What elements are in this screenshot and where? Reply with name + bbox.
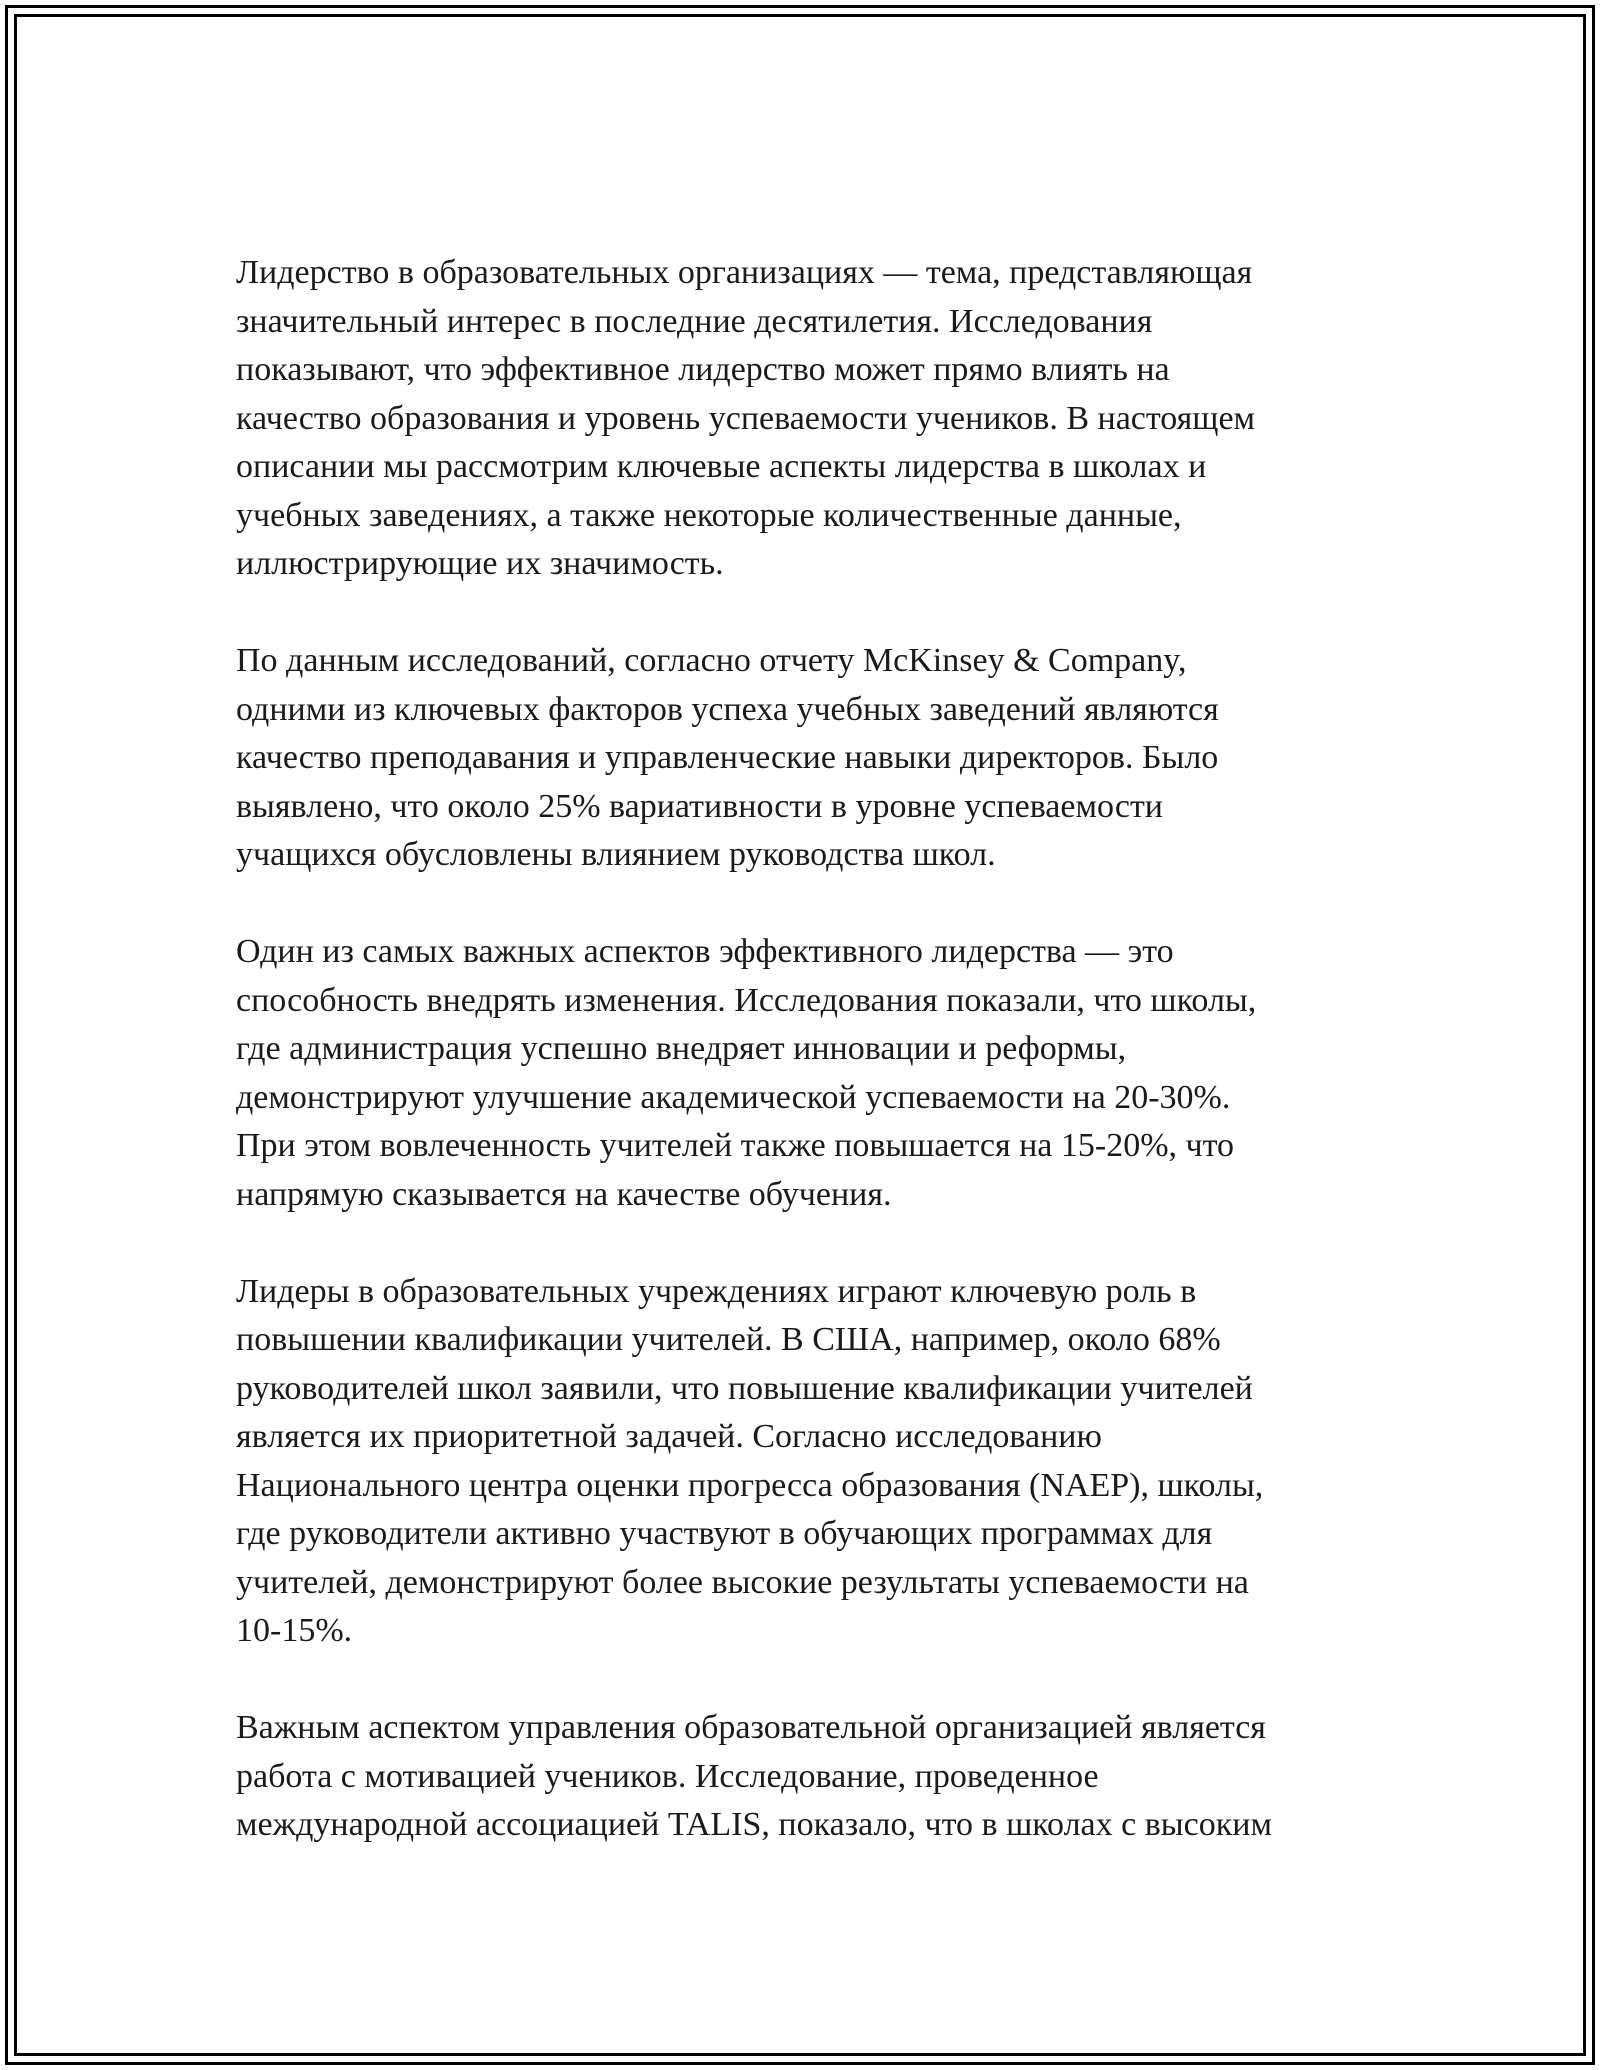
paragraph-student-motivation bbox=[236, 1704, 1376, 1850]
text-line: где администрация успешно внедряет инновации и реформы, bbox=[236, 1030, 1127, 1067]
text-line: Лидеры в образовательных учреждениях играют ключевую роль в bbox=[236, 1272, 1197, 1310]
text-line: иллюстрирующие их значимость. bbox=[236, 545, 724, 582]
text-line: учебных заведениях, а также некоторые количественные данные, bbox=[236, 496, 1182, 534]
text-line: способность внедрять изменения. Исследования показали, что школы, bbox=[236, 981, 1257, 1019]
text-line: показывают, что эффективное лидерство может прямо влиять на bbox=[236, 351, 1170, 388]
text-line: одними из ключевых факторов успеха учебных заведений являются bbox=[236, 690, 1219, 728]
text-line: качество преподавания и управленческие навыки директоров. Было bbox=[236, 739, 1219, 776]
text-line: где руководители активно участвуют в обучающих программах для bbox=[236, 1515, 1213, 1552]
text-line: руководителей школ заявили, что повышение квалификации учителей bbox=[236, 1369, 1253, 1407]
text-line: работа с мотивацией учеников. Исследование, проведенное bbox=[236, 1757, 1099, 1795]
paragraph-teacher-qualification bbox=[236, 1268, 1376, 1656]
document-body bbox=[236, 249, 1376, 1898]
text-line: Важным аспектом управления образовательной организацией является bbox=[236, 1709, 1266, 1746]
text-line: качество образования и уровень успеваемости учеников. В настоящем bbox=[236, 399, 1256, 437]
text-line: выявлено, что около 25% вариативности в уровне успеваемости bbox=[236, 787, 1163, 825]
text-line: 10-15%. bbox=[236, 1612, 353, 1649]
text-line: учащихся обусловлены влиянием руководства школ. bbox=[236, 836, 996, 873]
paragraph-leadership-intro bbox=[236, 249, 1376, 589]
paragraph-change-implementation bbox=[236, 928, 1376, 1219]
text-line: Национального центра оценки прогресса образования (NAEP), школы, bbox=[236, 1466, 1264, 1504]
text-line: описании мы рассмотрим ключевые аспекты лидерства в школах и bbox=[236, 448, 1207, 485]
text-line: Лидерство в образовательных организациях — тема, представляющая bbox=[236, 254, 1253, 291]
text-line: международной ассоциацией TALIS, показало, что в школах с высоким bbox=[236, 1806, 1272, 1843]
text-line: значительный интерес в последние десятилетия. Исследования bbox=[236, 302, 1153, 340]
text-line: демонстрируют улучшение академической успеваемости на 20-30%. bbox=[236, 1078, 1231, 1116]
text-line: является их приоритетной задачей. Согласно исследованию bbox=[236, 1418, 1102, 1455]
text-line: напрямую сказывается на качестве обучения. bbox=[236, 1175, 892, 1213]
text-line: Один из самых важных аспектов эффективного лидерства — это bbox=[236, 933, 1174, 970]
text-line: учителей, демонстрируют более высокие результаты успеваемости на bbox=[236, 1563, 1249, 1601]
text-line: По данным исследований, согласно отчету McKinsey & Company, bbox=[236, 642, 1187, 679]
text-line: При этом вовлеченность учителей также повышается на 15-20%, что bbox=[236, 1127, 1235, 1164]
text-line: повышении квалификации учителей. В США, например, около 68% bbox=[236, 1321, 1221, 1358]
paragraph-mckinsey-report bbox=[236, 637, 1376, 880]
